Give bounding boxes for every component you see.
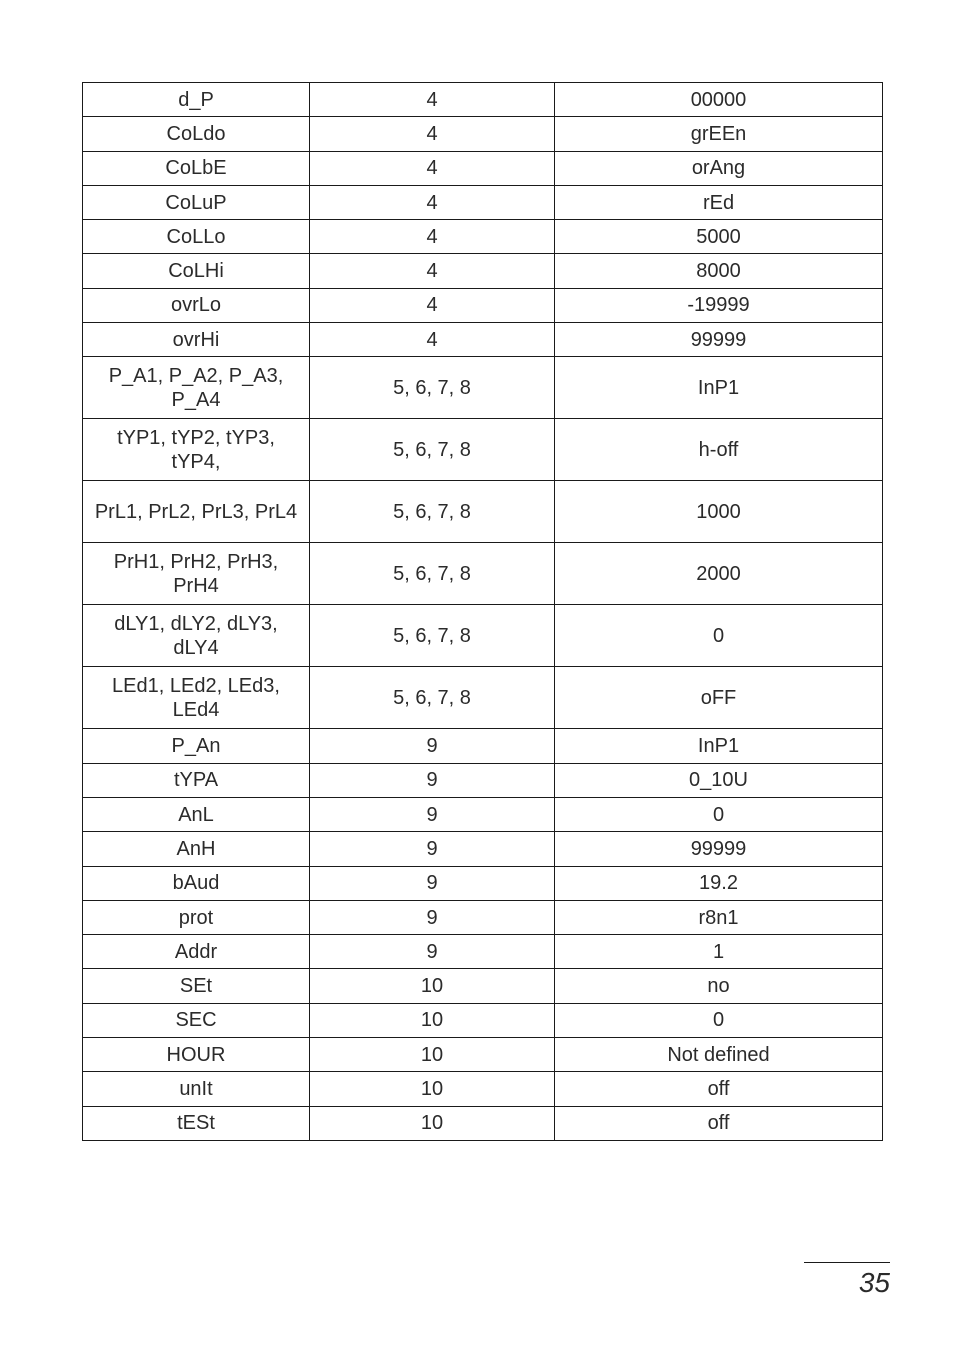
default-cell: r8n1 xyxy=(555,900,883,934)
default-cell: 2000 xyxy=(555,543,883,605)
default-cell: 99999 xyxy=(555,323,883,357)
table-row xyxy=(83,220,883,254)
param-cell: prot xyxy=(83,900,310,934)
table-row xyxy=(83,185,883,219)
param-cell: PrL1, PrL2, PrL3, PrL4 xyxy=(83,481,310,543)
menu-cell: 4 xyxy=(310,254,555,288)
menu-cell: 4 xyxy=(310,185,555,219)
menu-cell: 5, 6, 7, 8 xyxy=(310,357,555,419)
param-cell: PrH1, PrH2, PrH3, PrH4 xyxy=(83,543,310,605)
default-cell: Not defined xyxy=(555,1038,883,1072)
param-cell: d_P xyxy=(83,83,310,117)
default-cell: InP1 xyxy=(555,729,883,763)
parameters-table xyxy=(82,82,883,1141)
default-cell: 0 xyxy=(555,1003,883,1037)
default-cell: InP1 xyxy=(555,357,883,419)
default-cell: oFF xyxy=(555,667,883,729)
table-row xyxy=(83,117,883,151)
param-cell: dLY1, dLY2, dLY3, dLY4 xyxy=(83,605,310,667)
default-cell: 0 xyxy=(555,797,883,831)
parameters-table-body xyxy=(83,83,883,1141)
menu-cell: 5, 6, 7, 8 xyxy=(310,543,555,605)
table-row xyxy=(83,935,883,969)
table-row xyxy=(83,667,883,729)
default-cell: 1 xyxy=(555,935,883,969)
table-row xyxy=(83,83,883,117)
default-cell: -19999 xyxy=(555,288,883,322)
default-cell: 0 xyxy=(555,605,883,667)
table-row xyxy=(83,866,883,900)
menu-cell: 9 xyxy=(310,729,555,763)
table-row xyxy=(83,763,883,797)
table-row xyxy=(83,254,883,288)
table-row xyxy=(83,1106,883,1140)
table-row xyxy=(83,1003,883,1037)
param-cell: SEC xyxy=(83,1003,310,1037)
param-cell: CoLdo xyxy=(83,117,310,151)
param-cell: unIt xyxy=(83,1072,310,1106)
menu-cell: 4 xyxy=(310,83,555,117)
param-cell: HOUR xyxy=(83,1038,310,1072)
param-cell: ovrHi xyxy=(83,323,310,357)
default-cell: 19.2 xyxy=(555,866,883,900)
menu-cell: 5, 6, 7, 8 xyxy=(310,419,555,481)
table-row xyxy=(83,832,883,866)
page-number: 35 xyxy=(858,1267,890,1298)
param-cell: CoLbE xyxy=(83,151,310,185)
param-cell: AnH xyxy=(83,832,310,866)
menu-cell: 9 xyxy=(310,935,555,969)
menu-cell: 4 xyxy=(310,151,555,185)
menu-cell: 9 xyxy=(310,832,555,866)
param-cell: CoLHi xyxy=(83,254,310,288)
menu-cell: 5, 6, 7, 8 xyxy=(310,605,555,667)
menu-cell: 5, 6, 7, 8 xyxy=(310,481,555,543)
table-row xyxy=(83,1038,883,1072)
param-cell: P_A1, P_A2, P_A3, P_A4 xyxy=(83,357,310,419)
menu-cell: 4 xyxy=(310,323,555,357)
table-row xyxy=(83,543,883,605)
param-cell: LEd1, LEd2, LEd3, LEd4 xyxy=(83,667,310,729)
param-cell: SEt xyxy=(83,969,310,1003)
menu-cell: 10 xyxy=(310,1106,555,1140)
menu-cell: 10 xyxy=(310,1072,555,1106)
param-cell: ovrLo xyxy=(83,288,310,322)
menu-cell: 4 xyxy=(310,117,555,151)
param-cell: CoLLo xyxy=(83,220,310,254)
page-footer xyxy=(804,1262,890,1299)
default-cell: no xyxy=(555,969,883,1003)
param-cell: AnL xyxy=(83,797,310,831)
table-row xyxy=(83,1072,883,1106)
menu-cell: 9 xyxy=(310,866,555,900)
default-cell: orAng xyxy=(555,151,883,185)
table-row xyxy=(83,969,883,1003)
table-row xyxy=(83,357,883,419)
param-cell: P_An xyxy=(83,729,310,763)
table-row xyxy=(83,288,883,322)
default-cell: grEEn xyxy=(555,117,883,151)
param-cell: CoLuP xyxy=(83,185,310,219)
menu-cell: 10 xyxy=(310,1038,555,1072)
default-cell: 99999 xyxy=(555,832,883,866)
menu-cell: 9 xyxy=(310,763,555,797)
default-cell: off xyxy=(555,1072,883,1106)
table-row xyxy=(83,151,883,185)
table-row xyxy=(83,605,883,667)
default-cell: 00000 xyxy=(555,83,883,117)
menu-cell: 10 xyxy=(310,969,555,1003)
default-cell: 1000 xyxy=(555,481,883,543)
param-cell: tESt xyxy=(83,1106,310,1140)
param-cell: tYPA xyxy=(83,763,310,797)
param-cell: bAud xyxy=(83,866,310,900)
default-cell: off xyxy=(555,1106,883,1140)
menu-cell: 4 xyxy=(310,288,555,322)
param-cell: tYP1, tYP2, tYP3, tYP4, xyxy=(83,419,310,481)
default-cell: 0_10U xyxy=(555,763,883,797)
default-cell: 5000 xyxy=(555,220,883,254)
table-row xyxy=(83,729,883,763)
default-cell: rEd xyxy=(555,185,883,219)
menu-cell: 9 xyxy=(310,797,555,831)
menu-cell: 10 xyxy=(310,1003,555,1037)
table-row xyxy=(83,797,883,831)
param-cell: Addr xyxy=(83,935,310,969)
menu-cell: 4 xyxy=(310,220,555,254)
default-cell: h-off xyxy=(555,419,883,481)
menu-cell: 9 xyxy=(310,900,555,934)
table-row xyxy=(83,900,883,934)
default-cell: 8000 xyxy=(555,254,883,288)
table-row xyxy=(83,481,883,543)
table-row xyxy=(83,419,883,481)
table-row xyxy=(83,323,883,357)
menu-cell: 5, 6, 7, 8 xyxy=(310,667,555,729)
